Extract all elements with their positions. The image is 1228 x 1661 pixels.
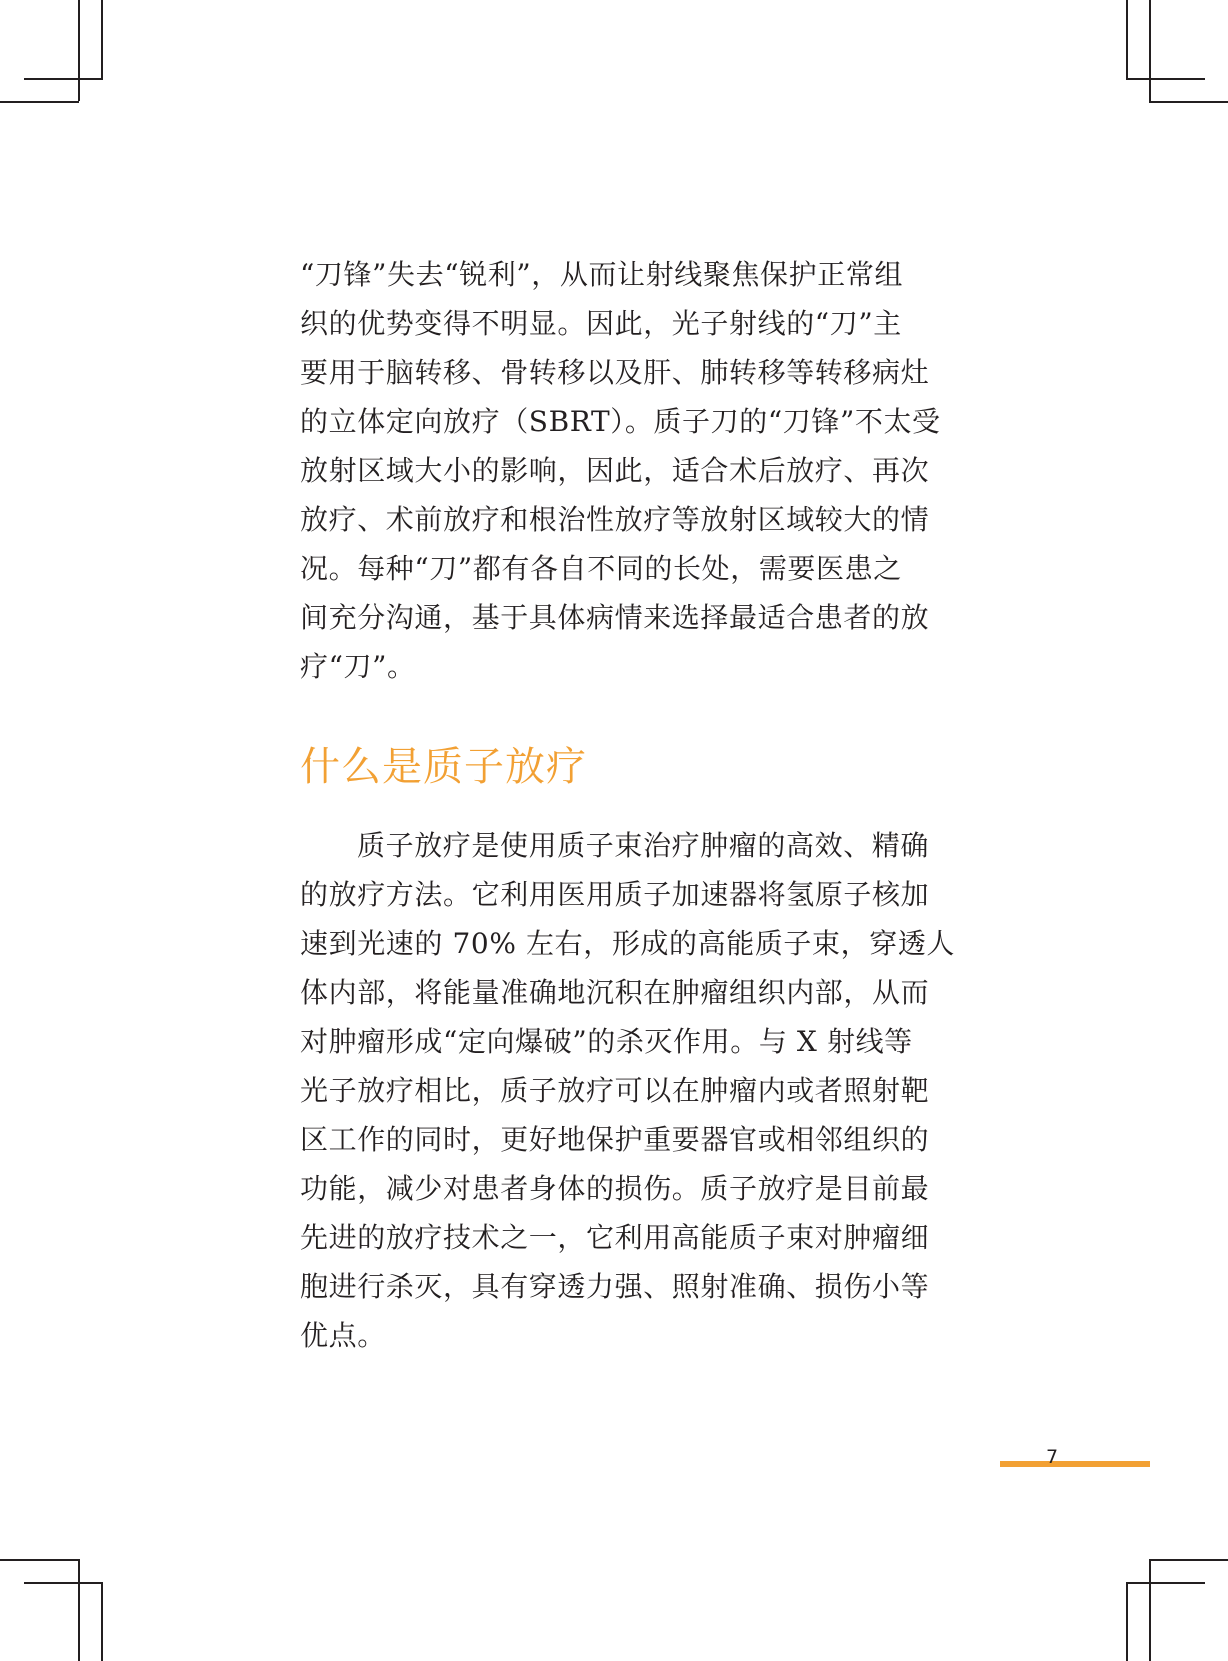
intro-paragraph bbox=[300, 250, 968, 691]
crop-mark-top-right-h1 bbox=[1149, 101, 1228, 103]
text-line: 的立体定向放疗（SBRT）。质子刀的“刀锋”不太受 bbox=[300, 405, 941, 438]
crop-mark-bottom-left-h1 bbox=[0, 1559, 79, 1561]
crop-mark-top-left-h1 bbox=[0, 101, 79, 103]
text-line: 区工作的同时，更好地保护重要器官或相邻组织的 bbox=[300, 1123, 930, 1156]
text-line: 对肿瘤形成“定向爆破”的杀灭作用。与 X 射线等 bbox=[300, 1025, 913, 1058]
page-number-rule bbox=[1000, 1461, 1150, 1467]
text-line: 况。每种“刀”都有各自不同的长处，需要医患之 bbox=[300, 552, 902, 585]
text-line: 的放疗方法。它利用医用质子加速器将氢原子核加 bbox=[300, 878, 930, 911]
text-line: 速到光速的 70% 左右，形成的高能质子束，穿透人 bbox=[300, 927, 956, 960]
crop-mark-top-left-h2 bbox=[24, 78, 103, 80]
crop-mark-bottom-left-v2 bbox=[101, 1582, 103, 1661]
text-line: 先进的放疗技术之一，它利用高能质子束对肿瘤细 bbox=[300, 1221, 930, 1254]
text-line: 体内部，将能量准确地沉积在肿瘤组织内部，从而 bbox=[300, 976, 930, 1009]
crop-mark-top-right-h2 bbox=[1126, 78, 1205, 80]
crop-mark-top-right-v2 bbox=[1126, 0, 1128, 79]
crop-mark-top-left-v2 bbox=[101, 0, 103, 79]
text-line: 放疗、术前放疗和根治性放疗等放射区域较大的情 bbox=[300, 503, 930, 536]
text-line: 胞进行杀灭，具有穿透力强、照射准确、损伤小等 bbox=[300, 1270, 930, 1303]
crop-mark-bottom-left-h2 bbox=[24, 1582, 103, 1584]
crop-mark-bottom-right-v1 bbox=[1149, 1559, 1151, 1661]
crop-mark-bottom-right-h1 bbox=[1149, 1559, 1228, 1561]
text-line: 功能，减少对患者身体的损伤。质子放疗是目前最 bbox=[300, 1172, 930, 1205]
crop-mark-bottom-right-v2 bbox=[1126, 1582, 1128, 1661]
text-line: 间充分沟通，基于具体病情来选择最适合患者的放 bbox=[300, 601, 930, 634]
crop-mark-bottom-right-h2 bbox=[1126, 1582, 1205, 1584]
proton-therapy-paragraph bbox=[300, 821, 968, 1360]
text-line: “刀锋”失去“锐利”，从而让射线聚焦保护正常组 bbox=[300, 258, 904, 291]
section-heading: 什么是质子放疗 bbox=[300, 744, 587, 790]
text-line: 要用于脑转移、骨转移以及肝、肺转移等转移病灶 bbox=[300, 356, 930, 389]
text-line: 优点。 bbox=[300, 1319, 386, 1352]
page-number: 7 bbox=[1046, 1446, 1059, 1468]
crop-mark-top-left-v1 bbox=[78, 0, 80, 101]
crop-mark-top-right-v1 bbox=[1149, 0, 1151, 101]
crop-mark-bottom-left-v1 bbox=[78, 1559, 80, 1661]
text-line: 光子放疗相比，质子放疗可以在肿瘤内或者照射靶 bbox=[300, 1074, 930, 1107]
text-line: 质子放疗是使用质子束治疗肿瘤的高效、精确 bbox=[357, 829, 930, 862]
text-line: 放射区域大小的影响，因此，适合术后放疗、再次 bbox=[300, 454, 930, 487]
text-line: 织的优势变得不明显。因此，光子射线的“刀”主 bbox=[300, 307, 902, 340]
text-line: 疗“刀”。 bbox=[300, 650, 416, 683]
